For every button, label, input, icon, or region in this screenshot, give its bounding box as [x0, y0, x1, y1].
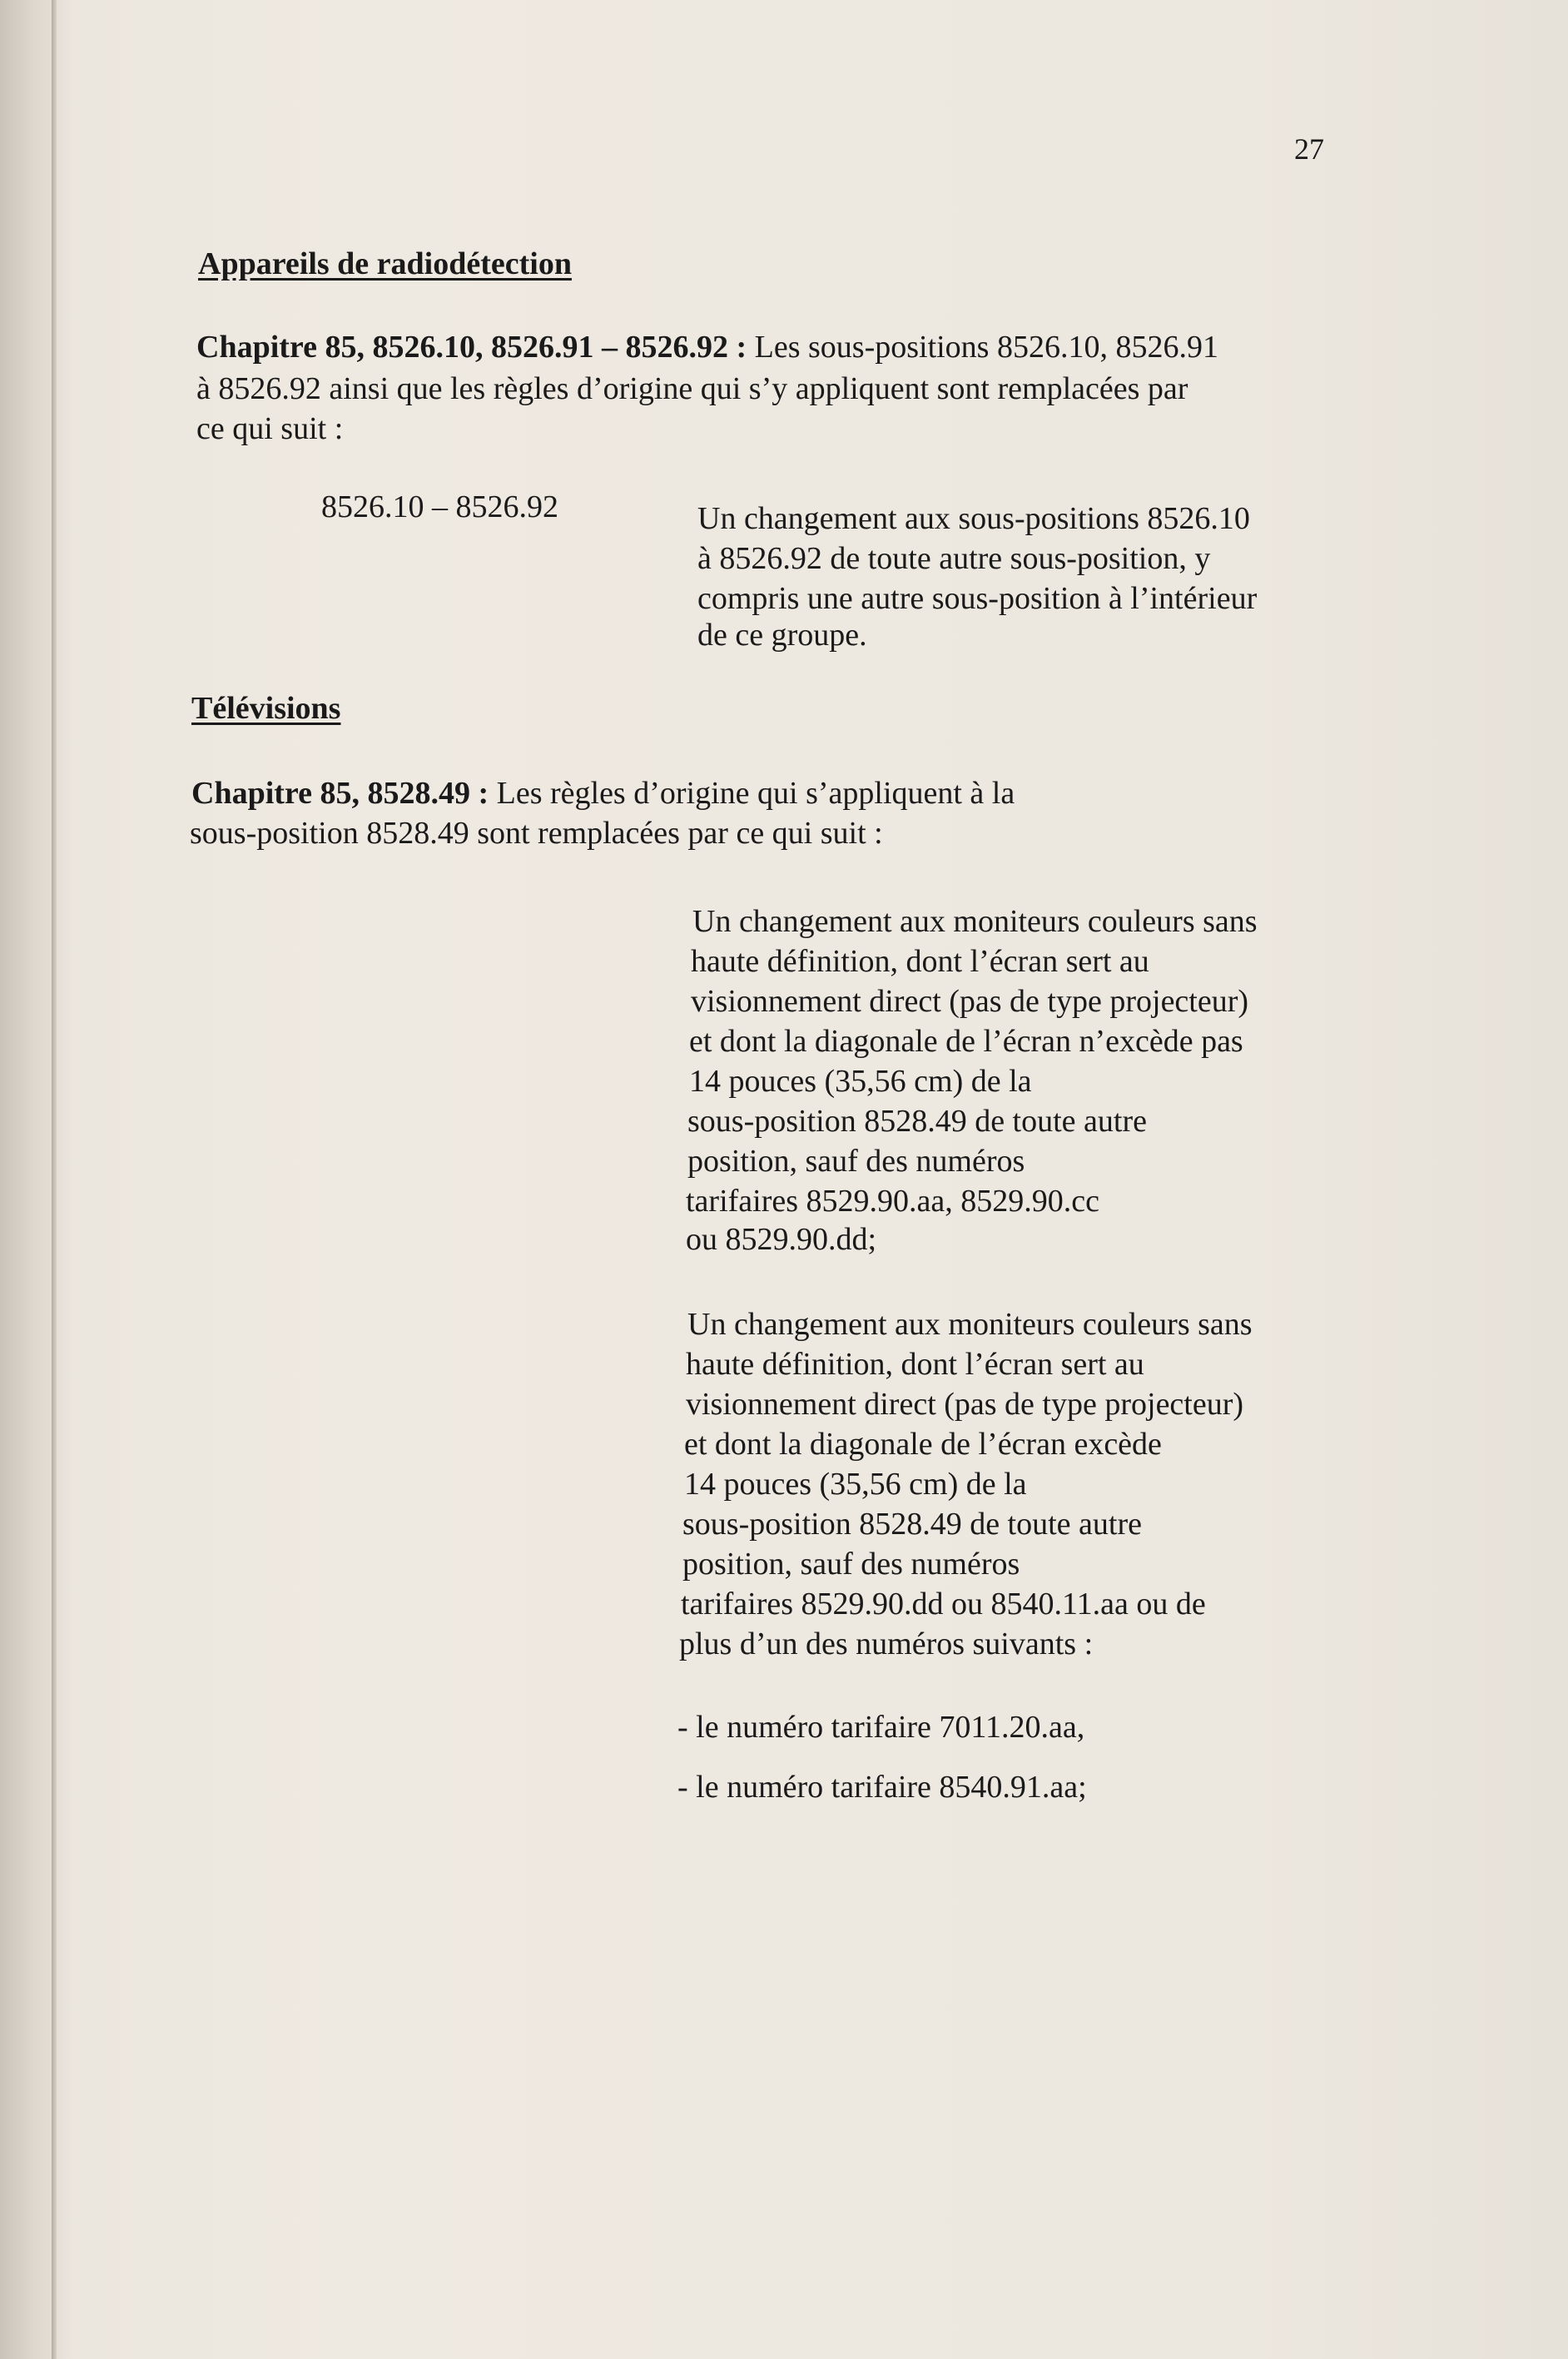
rule-text-line: visionnement direct (pas de type projecteur) [691, 984, 1249, 1019]
rule-text-line: ou 8529.90.dd; [686, 1222, 877, 1257]
rule-text-line: compris une autre sous-position à l’intérieur [697, 581, 1258, 616]
page-binding-edge [52, 0, 57, 2359]
rule-text-line: Un changement aux sous-positions 8526.10 [697, 501, 1250, 536]
rule-text-line: à 8526.92 de toute autre sous-position, y [697, 541, 1211, 576]
paragraph-line [191, 777, 1015, 809]
list-item-tariff: - le numéro tarifaire 7011.20.aa, [677, 1710, 1085, 1745]
section-heading-televisions: Télévisions [191, 691, 341, 726]
paragraph-line [196, 331, 1218, 363]
list-item-tariff: - le numéro tarifaire 8540.91.aa; [677, 1770, 1087, 1805]
rule-text-line: plus d’un des numéros suivants : [679, 1626, 1094, 1661]
rule-text-line: haute définition, dont l’écran sert au [686, 1347, 1144, 1382]
rule-text-line: visionnement direct (pas de type projecteur) [686, 1387, 1244, 1422]
rule-text-line: Un changement aux moniteurs couleurs sans [692, 904, 1258, 939]
rule-text-line: position, sauf des numéros [687, 1144, 1025, 1179]
chapter-reference: Chapitre 85, 8528.49 : [191, 776, 489, 811]
rule-text-line: 14 pouces (35,56 cm) de la [689, 1064, 1032, 1099]
page-number: 27 [1294, 132, 1324, 166]
rule-text-line: haute définition, dont l’écran sert au [691, 944, 1149, 979]
section-heading-radiodetection: Appareils de radiodétection [198, 246, 572, 281]
rule-text-line: et dont la diagonale de l’écran n’excède pas [689, 1024, 1243, 1059]
rule-text-line: position, sauf des numéros [682, 1547, 1020, 1582]
rule-text-line: tarifaires 8529.90.dd ou 8540.11.aa ou de [681, 1587, 1206, 1622]
chapter-reference: Chapitre 85, 8526.10, 8526.91 – 8526.92 : [196, 330, 747, 365]
rule-text-line: sous-position 8528.49 de toute autre [682, 1507, 1142, 1542]
rule-text-line: tarifaires 8529.90.aa, 8529.90.cc [686, 1184, 1099, 1219]
paragraph-line: ce qui suit : [196, 411, 344, 446]
rule-text-line: sous-position 8528.49 de toute autre [687, 1104, 1147, 1139]
paragraph-text: Les règles d’origine qui s’appliquent à la [489, 776, 1015, 811]
paragraph-line: à 8526.92 ainsi que les règles d’origine qui s’y appliquent sont remplacées par [196, 371, 1188, 406]
rule-text-line: Un changement aux moniteurs couleurs sans [687, 1307, 1253, 1342]
rule-text-line: et dont la diagonale de l’écran excède [684, 1427, 1162, 1462]
rule-position: 8526.10 – 8526.92 [321, 489, 558, 524]
rule-text-line: de ce groupe. [697, 618, 867, 653]
rule-text-line: 14 pouces (35,56 cm) de la [684, 1467, 1027, 1502]
paragraph-line: sous-position 8528.49 sont remplacées par ce qui suit : [190, 816, 883, 851]
paragraph-text: Les sous-positions 8526.10, 8526.91 [747, 330, 1218, 365]
